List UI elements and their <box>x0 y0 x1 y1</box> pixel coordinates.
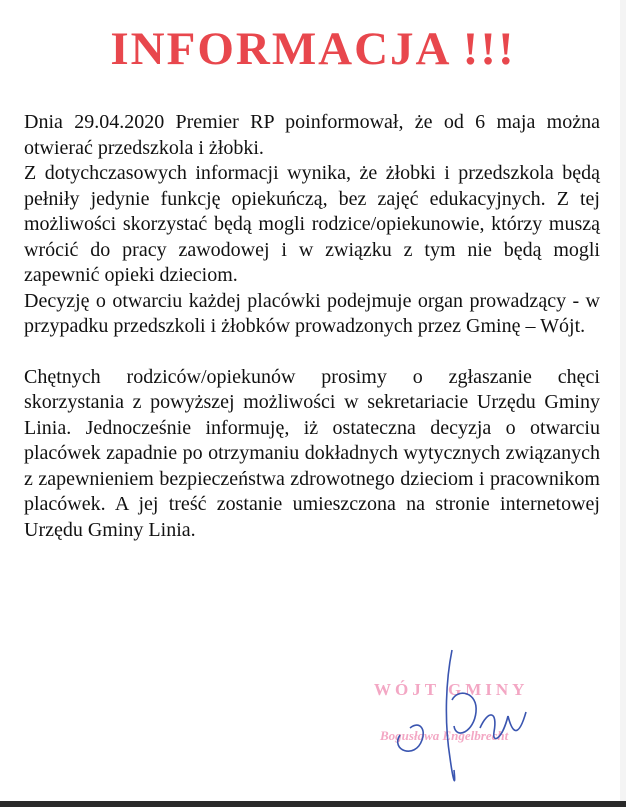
paragraph-request: Chętnych rodziców/opiekunów prosimy o zgłaszanie chęci skorzystania z powyższej możliwości w sekretariacie Urzędu Gminy Linia. Jednocześnie informuję, iż ostateczna decyzja o otwarciu placówek zapadnie po otrzymaniu dokładnych wytycznych związanych z zapewnieniem bezpieczeństwa zdrowotnego dzieciom i pracownikom placówek. A jej treść zostanie umieszczona na stronie internetowej Urzędu Gminy Linia. <box>24 365 600 541</box>
scan-edge-bottom <box>0 801 626 807</box>
page-title: INFORMACJA !!! <box>110 23 516 75</box>
official-stamp <box>360 640 560 790</box>
paragraph-decision: Decyzję o otwarciu każdej placówki podejmuje organ prowadzący - w przypadku przedszkoli i żłobków prowadzonych przez Gminę – Wójt. <box>24 289 600 337</box>
stamp-title: WÓJT GMINY <box>374 680 529 699</box>
paragraph-announcement: Dnia 29.04.2020 Premier RP poinformował, że od 6 maja można otwierać przedszkola i żłobki. <box>24 111 600 159</box>
stamp-name: Bogusława Engelbrecht <box>380 728 509 743</box>
signature-mark <box>360 640 560 790</box>
announcement-body <box>24 110 600 543</box>
paragraph-details: Z dotychczasowych informacji wynika, że żłobki i przedszkola będą pełniły jedynie funkcję opiekuńczą, bez zajęć edukacyjnych. Z tej możliwości skorzystać będą mogli rodzice/opiekunowie, którzy muszą wrócić do pracy zawodowej i w związku z tym nie będą mogli zapewnić opieki dzieciom. <box>24 162 600 286</box>
scan-edge-right <box>620 0 626 807</box>
